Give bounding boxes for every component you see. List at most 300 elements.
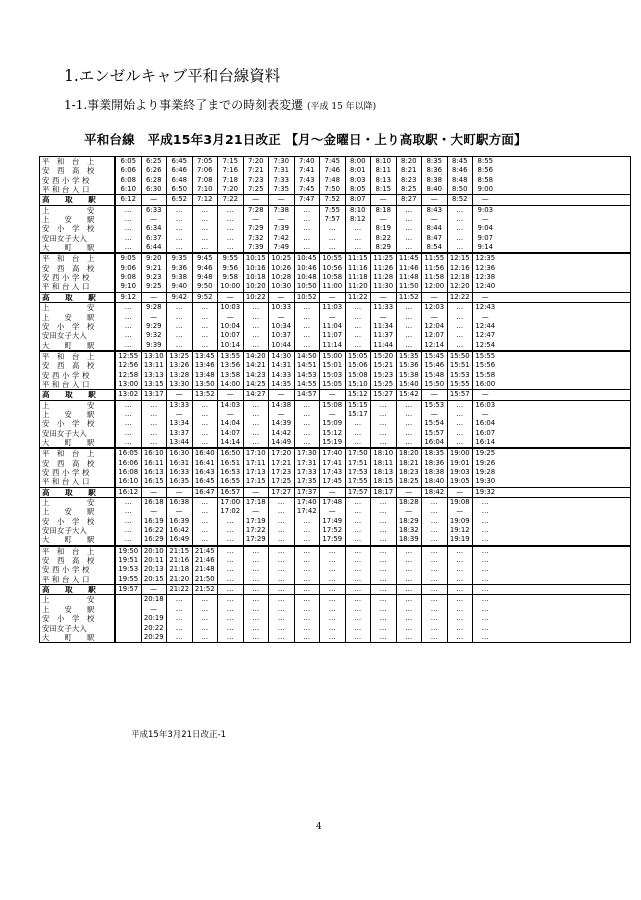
departure-time: 9:10 [115, 282, 141, 291]
departure-time: 7:52 [319, 195, 345, 204]
departure-time: … [115, 419, 141, 428]
departure-time: 7:38 [268, 206, 294, 215]
departure-time: 15:12 [319, 429, 345, 438]
departure-time: 21:18 [166, 565, 192, 574]
departure-time: 15:08 [319, 401, 345, 410]
departure-time: 15:40 [396, 380, 422, 389]
departure-time: … [345, 498, 371, 507]
departure-time: … [294, 633, 320, 642]
departure-time: 13:30 [166, 380, 192, 389]
departure-time: … [370, 547, 396, 556]
station-name: 安 西 小 学 校 [40, 468, 115, 477]
departure-time: 15:20 [370, 352, 396, 361]
departure-time: 15:08 [345, 371, 371, 380]
departure-time: 14:20 [243, 352, 269, 361]
departure-time: … [472, 565, 498, 574]
departure-time: … [294, 243, 320, 252]
station-name: 平 和 台 上 [40, 449, 115, 458]
departure-time: 7:42 [268, 234, 294, 243]
departure-time: 6:45 [166, 157, 192, 166]
departure-time: 8:35 [421, 157, 447, 166]
departure-time: 9:03 [472, 206, 498, 215]
departure-time: … [192, 633, 218, 642]
departure-time: … [319, 585, 345, 594]
departure-time: … [396, 624, 422, 633]
departure-time: 20:13 [141, 565, 167, 574]
timetable-row [39, 419, 631, 428]
departure-time: … [192, 243, 218, 252]
departure-time: 17:40 [319, 449, 345, 458]
departure-time: 9:36 [166, 264, 192, 273]
departure-time: … [243, 565, 269, 574]
departure-time: … [217, 243, 243, 252]
departure-time: … [243, 429, 269, 438]
departure-time: … [243, 547, 269, 556]
departure-time: … [243, 595, 269, 604]
departure-time: 21:22 [166, 585, 192, 594]
departure-time: 15:23 [370, 371, 396, 380]
station-name: 大 町 駅 [40, 341, 115, 350]
departure-time: … [243, 401, 269, 410]
departure-time: … [294, 410, 320, 419]
departure-time: 7:20 [217, 185, 243, 194]
departure-time: 15:56 [472, 361, 498, 370]
departure-time: 16:07 [472, 429, 498, 438]
departure-time: 18:15 [370, 477, 396, 486]
timetable-row [39, 633, 631, 643]
timetable-row [39, 565, 631, 574]
departure-time: 8:10 [345, 206, 371, 215]
departure-time: … [294, 303, 320, 312]
departure-time: … [345, 234, 371, 243]
departure-time: … [345, 517, 371, 526]
departure-time: … [268, 556, 294, 565]
departure-time: — [217, 410, 243, 419]
departure-time: 17:00 [217, 498, 243, 507]
departure-time: 14:53 [294, 371, 320, 380]
departure-time: … [447, 419, 473, 428]
departure-time: — [421, 410, 447, 419]
timetable-row [39, 322, 631, 331]
departure-time: 12:20 [447, 282, 473, 291]
departure-time: — [243, 215, 269, 224]
station-name: 平 和 台 上 [40, 352, 115, 361]
departure-time: … [396, 401, 422, 410]
departure-time: … [396, 224, 422, 233]
departure-time: 6:48 [166, 176, 192, 185]
departure-time: 10:30 [268, 282, 294, 291]
departure-time: 15:21 [370, 361, 396, 370]
departure-time: … [345, 419, 371, 428]
departure-time: — [268, 410, 294, 419]
station-name: 上 安 [40, 498, 115, 507]
departure-time: — [396, 507, 422, 516]
departure-time: 9:07 [472, 234, 498, 243]
departure-time: … [345, 535, 371, 544]
departure-time: 15:53 [447, 371, 473, 380]
departure-time: … [268, 624, 294, 633]
departure-time: … [472, 526, 498, 535]
departure-time: 13:50 [192, 380, 218, 389]
departure-time: 14:51 [294, 361, 320, 370]
departure-time: 6:10 [115, 185, 141, 194]
departure-time: 9:06 [115, 264, 141, 273]
departure-time: … [319, 234, 345, 243]
departure-time: 15:19 [319, 438, 345, 447]
departure-time: 12:14 [421, 341, 447, 350]
departure-time: — [319, 507, 345, 516]
station-name: 安 小 学 校 [40, 419, 115, 428]
departure-time: … [192, 429, 218, 438]
departure-time: 12:36 [472, 264, 498, 273]
departure-time: 17:33 [294, 468, 320, 477]
departure-time: … [345, 322, 371, 331]
departure-time: … [421, 547, 447, 556]
departure-time: 8:23 [396, 176, 422, 185]
departure-time: … [370, 624, 396, 633]
timetable-row [39, 303, 631, 312]
departure-time: … [115, 234, 141, 243]
departure-time: 16:50 [217, 449, 243, 458]
departure-time: … [447, 331, 473, 340]
departure-time: — [472, 215, 498, 224]
departure-time: … [166, 243, 192, 252]
departure-time: … [294, 419, 320, 428]
departure-time: … [447, 614, 473, 623]
departure-time: 8:25 [396, 185, 422, 194]
departure-time: … [319, 624, 345, 633]
timetable-row [39, 448, 631, 458]
departure-time: — [217, 313, 243, 322]
departure-time: … [166, 313, 192, 322]
departure-time: 11:25 [370, 254, 396, 263]
departure-time: 20:29 [141, 633, 167, 642]
departure-time: 12:00 [421, 282, 447, 291]
departure-time: … [294, 313, 320, 322]
departure-time: 17:40 [294, 498, 320, 507]
departure-time: 13:26 [166, 361, 192, 370]
departure-time: 17:37 [294, 488, 320, 497]
departure-time: — [141, 605, 167, 614]
departure-time: 9:00 [472, 185, 498, 194]
departure-time: … [447, 243, 473, 252]
departure-time: … [243, 331, 269, 340]
departure-time: 10:34 [268, 322, 294, 331]
timetable-row [39, 575, 631, 584]
departure-time: 7:48 [319, 176, 345, 185]
departure-time: 16:57 [217, 488, 243, 497]
departure-time: 7:06 [192, 166, 218, 175]
page-number: 4 [316, 822, 322, 832]
departure-time: 10:22 [243, 293, 269, 302]
departure-time: 9:04 [472, 224, 498, 233]
departure-time: … [217, 595, 243, 604]
departure-time: 13:46 [192, 361, 218, 370]
departure-time: 14:33 [268, 371, 294, 380]
departure-time: … [192, 517, 218, 526]
departure-time: … [396, 341, 422, 350]
departure-time: 16:33 [166, 468, 192, 477]
departure-time: … [370, 585, 396, 594]
departure-time: — [268, 293, 294, 302]
departure-time: — [421, 195, 447, 204]
timetable-row [39, 176, 631, 185]
station-name: 平 和 台 入 口 [40, 380, 115, 389]
departure-time: 18:35 [421, 449, 447, 458]
departure-time: … [141, 429, 167, 438]
departure-time: 19:09 [447, 517, 473, 526]
departure-time: 10:45 [294, 254, 320, 263]
station-name: 大 町 駅 [40, 243, 115, 252]
departure-time: 7:18 [217, 176, 243, 185]
departure-time: … [472, 585, 498, 594]
departure-time: 18:21 [396, 459, 422, 468]
departure-time: 12:47 [472, 331, 498, 340]
departure-time: 12:43 [472, 303, 498, 312]
departure-time: 19:00 [447, 449, 473, 458]
station-name: 上 安 [40, 401, 115, 410]
departure-time: 12:07 [421, 331, 447, 340]
departure-time: … [294, 517, 320, 526]
departure-time: 13:11 [141, 361, 167, 370]
timetable-row [39, 166, 631, 175]
timetable-row [39, 605, 631, 614]
departure-time: 18:23 [396, 468, 422, 477]
departure-time: 7:55 [319, 206, 345, 215]
departure-time: 19:08 [447, 498, 473, 507]
departure-time: … [345, 313, 371, 322]
subheading-note: (平成 15 年以降) [306, 102, 377, 112]
departure-time: … [294, 595, 320, 604]
departure-time: … [421, 535, 447, 544]
departure-time: — [243, 488, 269, 497]
departure-time: 10:20 [243, 282, 269, 291]
departure-time: 17:43 [319, 468, 345, 477]
departure-time: … [447, 633, 473, 642]
timetable-row [39, 156, 631, 166]
departure-time: 7:29 [243, 224, 269, 233]
departure-time: … [243, 303, 269, 312]
departure-time: … [370, 526, 396, 535]
departure-time: 12:35 [472, 254, 498, 263]
departure-time: … [345, 526, 371, 535]
departure-time: … [396, 429, 422, 438]
departure-time: 21:46 [192, 556, 218, 565]
departure-time: 14:00 [217, 380, 243, 389]
departure-time: … [396, 633, 422, 642]
departure-time: 9:46 [192, 264, 218, 273]
departure-time: — [243, 195, 269, 204]
station-name: 安田女子大入 [40, 331, 115, 340]
departure-time: … [421, 575, 447, 584]
departure-time: — [421, 293, 447, 302]
departure-time: … [447, 401, 473, 410]
departure-time: 16:12 [115, 488, 141, 497]
departure-time: 10:28 [268, 273, 294, 282]
departure-time: — [141, 488, 167, 497]
departure-time: 6:34 [141, 224, 167, 233]
departure-time: 6:28 [141, 176, 167, 185]
departure-time: 11:30 [370, 282, 396, 291]
departure-time: … [294, 341, 320, 350]
departure-time: … [447, 313, 473, 322]
departure-time: … [192, 535, 218, 544]
departure-time: 14:25 [243, 380, 269, 389]
departure-time: … [243, 605, 269, 614]
departure-time: 11:56 [421, 264, 447, 273]
departure-time: 15:54 [421, 419, 447, 428]
departure-time: … [396, 595, 422, 604]
departure-time: — [166, 410, 192, 419]
departure-time: 18:39 [396, 535, 422, 544]
departure-time: 9:38 [166, 273, 192, 282]
departure-time: 11:37 [370, 331, 396, 340]
departure-time: 7:05 [192, 157, 218, 166]
departure-time: … [421, 565, 447, 574]
departure-time: … [217, 234, 243, 243]
departure-time: 15:05 [345, 352, 371, 361]
departure-time: … [294, 614, 320, 623]
departure-time: … [370, 595, 396, 604]
departure-time: 8:01 [345, 166, 371, 175]
departure-time: 17:53 [345, 468, 371, 477]
departure-time: 10:52 [294, 293, 320, 302]
departure-time: … [166, 633, 192, 642]
timetable-row [39, 517, 631, 526]
station-name: 安 西 高 校 [40, 556, 115, 565]
departure-time: … [370, 498, 396, 507]
departure-time: … [115, 401, 141, 410]
departure-time: — [268, 195, 294, 204]
departure-time: 8:45 [447, 157, 473, 166]
timetable-row [39, 546, 631, 556]
departure-time: 7:43 [294, 176, 320, 185]
departure-time: 12:56 [115, 361, 141, 370]
departure-time: 9:14 [472, 243, 498, 252]
departure-time: — [319, 410, 345, 419]
departure-time: … [192, 331, 218, 340]
departure-time: 16:03 [472, 401, 498, 410]
departure-time: — [472, 313, 498, 322]
departure-time: 9:12 [115, 293, 141, 302]
departure-time: … [319, 605, 345, 614]
departure-time: 17:48 [319, 498, 345, 507]
departure-time: … [294, 331, 320, 340]
departure-time: … [396, 556, 422, 565]
departure-time: … [217, 517, 243, 526]
departure-time: 20:15 [141, 575, 167, 584]
departure-time: 15:12 [345, 390, 371, 399]
departure-time: 15:00 [319, 352, 345, 361]
departure-time: 21:15 [166, 547, 192, 556]
departure-time: … [268, 633, 294, 642]
timetable-key-row [39, 292, 631, 303]
departure-time: 12:15 [447, 254, 473, 263]
departure-time: 11:33 [370, 303, 396, 312]
departure-time: 15:03 [319, 371, 345, 380]
departure-time: … [319, 547, 345, 556]
departure-time: … [166, 224, 192, 233]
departure-time: … [319, 556, 345, 565]
timetable-row [39, 264, 631, 273]
departure-time: … [396, 605, 422, 614]
timetable-key-row [39, 389, 631, 400]
timetable-row [39, 243, 631, 253]
departure-time: — [421, 313, 447, 322]
departure-time: … [192, 401, 218, 410]
departure-time: 11:22 [345, 293, 371, 302]
departure-time: 14:42 [268, 429, 294, 438]
departure-time: … [217, 526, 243, 535]
departure-time: … [243, 438, 269, 447]
departure-time: 18:11 [370, 459, 396, 468]
departure-time: 16:14 [472, 438, 498, 447]
departure-time: 8:40 [421, 185, 447, 194]
departure-time: 15:36 [396, 361, 422, 370]
departure-time: 9:50 [192, 282, 218, 291]
departure-time: … [472, 633, 498, 642]
departure-time: 13:00 [115, 380, 141, 389]
station-name: 安 西 小 学 校 [40, 273, 115, 282]
departure-time: 15:17 [345, 410, 371, 419]
departure-time: 8:15 [370, 185, 396, 194]
departure-time: … [166, 605, 192, 614]
departure-time: … [472, 595, 498, 604]
timetable-row [39, 206, 631, 215]
departure-time: 7:25 [243, 185, 269, 194]
departure-time: 16:13 [141, 468, 167, 477]
departure-time: … [166, 595, 192, 604]
station-name: 安 小 学 校 [40, 322, 115, 331]
departure-time: … [115, 243, 141, 252]
departure-time: 17:49 [319, 517, 345, 526]
departure-time: … [192, 526, 218, 535]
departure-time: … [370, 605, 396, 614]
departure-time: … [243, 410, 269, 419]
departure-time: … [268, 517, 294, 526]
departure-time: 15:48 [421, 371, 447, 380]
departure-time: … [115, 331, 141, 340]
departure-time: — [217, 293, 243, 302]
departure-time: … [166, 206, 192, 215]
departure-time: — [243, 507, 269, 516]
station-name: 安田女子大入 [40, 234, 115, 243]
departure-time: … [447, 605, 473, 614]
departure-time: 7:20 [243, 157, 269, 166]
departure-time: 8:48 [447, 176, 473, 185]
departure-time: … [421, 507, 447, 516]
departure-time: 13:52 [192, 390, 218, 399]
departure-time: 16:10 [115, 477, 141, 486]
timetable-key-row [39, 194, 631, 205]
departure-time: — [166, 488, 192, 497]
departure-time: 17:55 [345, 477, 371, 486]
departure-time: 8:38 [421, 176, 447, 185]
departure-time: 12:40 [472, 282, 498, 291]
departure-time: … [396, 547, 422, 556]
departure-time: … [115, 303, 141, 312]
departure-time: 17:50 [345, 449, 371, 458]
departure-time: 8:18 [370, 206, 396, 215]
departure-time: 7:12 [192, 195, 218, 204]
departure-time: 7:39 [243, 243, 269, 252]
station-name: 平 和 台 入 口 [40, 477, 115, 486]
departure-time: … [421, 556, 447, 565]
departure-time: 11:46 [396, 264, 422, 273]
departure-time: 16:22 [141, 526, 167, 535]
departure-time: 7:39 [268, 224, 294, 233]
departure-time: … [370, 556, 396, 565]
